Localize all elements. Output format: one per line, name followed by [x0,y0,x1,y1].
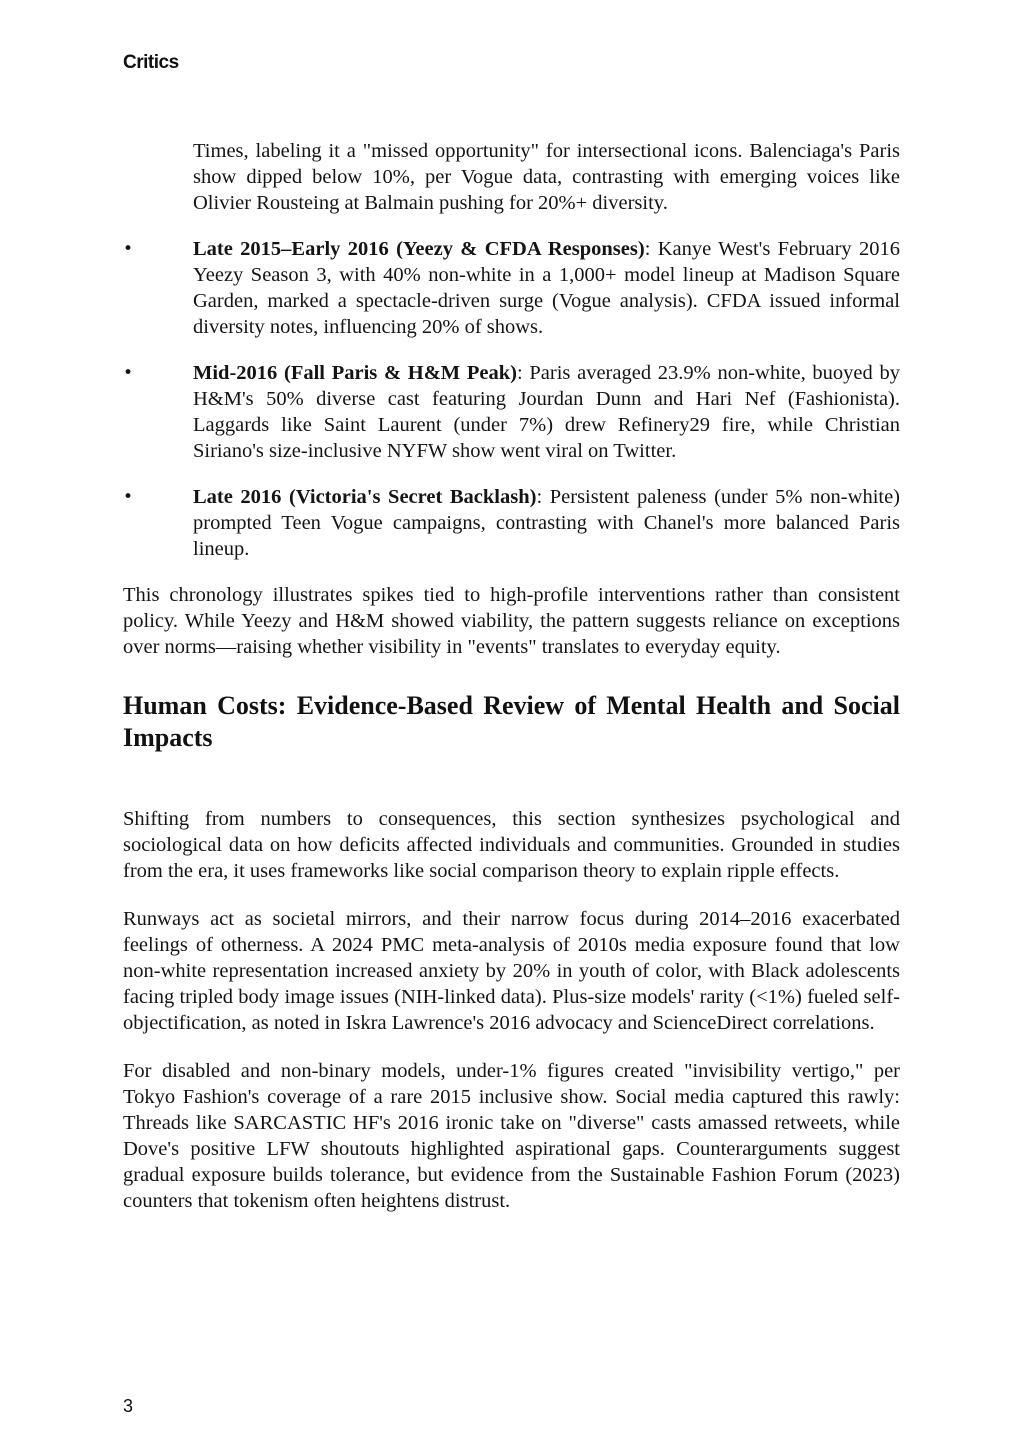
list-item [123,360,900,464]
list-item [123,484,900,562]
timeline-list [123,236,900,562]
section-heading: Human Costs: Evidence-Based Review of Mental Health and Social Impacts [123,691,900,752]
chronology-paragraph: This chronology illustrates spikes tied to high-profile interventions rather than consistent policy. While Yeezy and H&M showed viability, the pattern suggests reliance on exceptions over norms—raising whether visibility in "events" translates to everyday equity. [123,584,900,658]
item-text: : Persistent paleness (under 5% non-white) prompted Teen Vogue campaigns, contrasting with Chanel's more balanced Paris lineup. [193,486,901,560]
body-paragraph: Shifting from numbers to consequences, this section synthesizes psychological and sociological data on how deficits affected individuals and communities. Grounded in studies from the era, it uses frameworks like social comparison theory to explain ripple effects. [123,808,900,882]
item-term: Late 2015–Early 2016 (Yeezy & CFDA Responses) [193,238,645,260]
bullet-marker: • [123,487,134,507]
body-paragraph: For disabled and non-binary models, under-1% figures created "invisibility vertigo," per Tokyo Fashion's coverage of a rare 2015 inclusive show. Social media captured this rawly: Threads like SARCASTIC HF's 2016 ironic take on "diverse" casts amassed retweets, while Dove's positive LFW shoutouts highlighted aspirational gaps. Counterarguments suggest gradual exposure builds tolerance, but evidence from the Sustainable Fashion Forum (2023) counters that tokenism often heightens distrust. [123,1060,900,1212]
page-number: 3 [123,1396,134,1416]
running-header: Critics [123,52,179,73]
item-term: Mid-2016 (Fall Paris & H&M Peak) [193,362,517,384]
item-text: : Kanye West's February 2016 Yeezy Season 3, with 40% non-white in a 1,000+ model lineup at Madison Square Garden, marked a spectacle-driven surge (Vogue analysis). CFDA issued informal diversity notes, influencing 20% of shows. [193,238,901,338]
item-term: Late 2016 (Victoria's Secret Backlash) [193,486,537,508]
body-paragraph: Runways act as societal mirrors, and their narrow focus during 2014–2016 exacerbated feelings of otherness. A 2024 PMC meta-analysis of 2010s media exposure found that low non-white representation increased anxiety by 20% in youth of color, with Black adolescents facing tripled body image issues (NIH-linked data). Plus-size models' rarity (<1%) fueled self-objectification, as noted in Iskra Lawrence's 2016 advocacy and ScienceDirect correlations. [123,908,900,1034]
body-content [123,138,900,1236]
list-item [123,236,900,340]
bullet-marker: • [123,363,134,383]
bullet-marker: • [123,239,134,259]
item-text: : Paris averaged 23.9% non-white, buoyed by H&M's 50% diverse cast featuring Jourdan Dunn and Hari Nef (Fashionista). Laggards like Saint Laurent (under 7%) drew Refinery29 fire, while Christian Siriano's size-inclusive NYFW show went viral on Twitter. [193,362,901,462]
continued-list-item: Times, labeling it a "missed opportunity" for intersectional icons. Balenciaga's Paris show dipped below 10%, per Vogue data, contrasting with emerging voices like Olivier Rousteing at Balmain pushing for 20%+ diversity. [193,140,900,214]
